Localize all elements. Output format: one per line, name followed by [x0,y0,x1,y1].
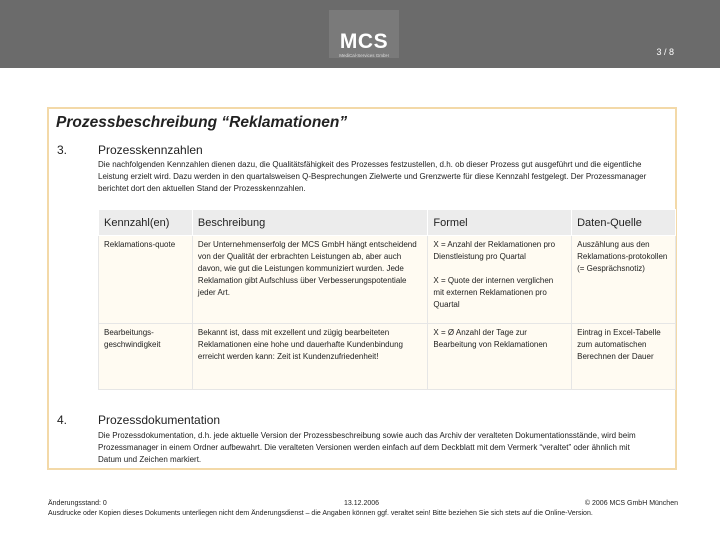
footer-copyright: © 2006 MCS GmbH München [584,500,678,507]
mcs-logo [329,10,399,58]
header-daten-quelle: Daten-Quelle [572,210,676,236]
section-4-number: 4. [57,413,68,427]
cell-kennzahl: Reklamations-quote [99,236,193,324]
section-3-title: Prozesskennzahlen [98,143,203,157]
cell-beschreibung: Der Unternehmenserfolg der MCS GmbH hängt entscheidend von der Qualität der erbrachten Leistungen ab, aber auch davon, wie gut die Leistungen kommuniziert wurden. Jede Reklamation gibt Aufschluss über Verbesserungspotentiale jeder Art. [192,236,427,324]
page-number: 3 / 8 [656,47,674,57]
header-bar [0,0,720,68]
section-4-paragraph: Die Prozessdokumentation, d.h. jede aktuelle Version der Prozessbeschreibung sowie auch das Archiv der veralteten Dokumentationsstände, wird beim Prozessmanager in einem Ordner aufbewahrt. Die veralteten Versionen werden einfach auf dem Deckblatt mit dem Vermerk “veraltet” oder ähnlich mit Datum und Zeichen markiert. [98,431,636,464]
cell-beschreibung: Bekannt ist, dass mit exzellent und zügig bearbeiteten Reklamationen eine hohe und dauerhafte Kundenbindung erreicht werden kann: Zeit ist Kundenzufriedenheit! [192,324,427,390]
header-kennzahl: Kennzahl(en) [99,210,193,236]
formel-line-1: X = Anzahl der Reklamationen pro Dienstleistung pro Quartal [433,240,556,261]
header-formel: Formel [428,210,572,236]
page-title: Prozessbeschreibung “Reklamationen” [56,114,348,131]
logo-text: MCS [339,30,389,53]
aenderungsstand: Änderungsstand: 0 [48,500,107,507]
table-row [99,324,676,390]
cell-quelle: Auszählung aus den Reklamations-protokollen (= Gesprächsnotiz) [572,236,676,324]
logo-subtitle: MediCal-Services GmbH [339,53,389,58]
footer-top-line [48,500,678,507]
cell-quelle: Eintrag in Excel-Tabelle zum automatischen Berechnen der Dauer [572,324,676,390]
cell-kennzahl: Bearbeitungs-geschwindigkeit [99,324,193,390]
section-3-number: 3. [57,143,68,157]
cell-formel [428,236,572,324]
footer-disclaimer: Ausdrucke oder Kopien dieses Dokuments unterliegen nicht dem Änderungsdienst – die Angaben können ggf. veraltet sein! Bitte beziehen Sie sich stets auf die Online-Version. [48,510,593,517]
header-beschreibung: Beschreibung [192,210,427,236]
cell-formel: X = Ø Anzahl der Tage zur Bearbeitung von Reklamationen [428,324,572,390]
formel-line-2: X = Quote der internen verglichen mit externen Reklamationen pro Quartal [433,276,554,309]
section-3-paragraph: Die nachfolgenden Kennzahlen dienen dazu, die Qualitätsfähigkeit des Prozesses festzustellen, d.h. ob dieser Prozess gut ausgeführt und die eigentliche Leistung erzielt wird. Dazu werden in den quartalsweisen Q-Besprechungen Zielwerte und Grenzwerte für diese Kennzahl festgelegt. Der Prozessmanager berichtet dort den aktuellen Stand der Prozesskennzahlen. [98,160,647,193]
section-4-title: Prozessdokumentation [98,413,221,427]
table-row [99,236,676,324]
kpi-table [98,209,676,390]
table-header-row [99,210,676,236]
footer-date: 13.12.2006 [344,500,380,507]
